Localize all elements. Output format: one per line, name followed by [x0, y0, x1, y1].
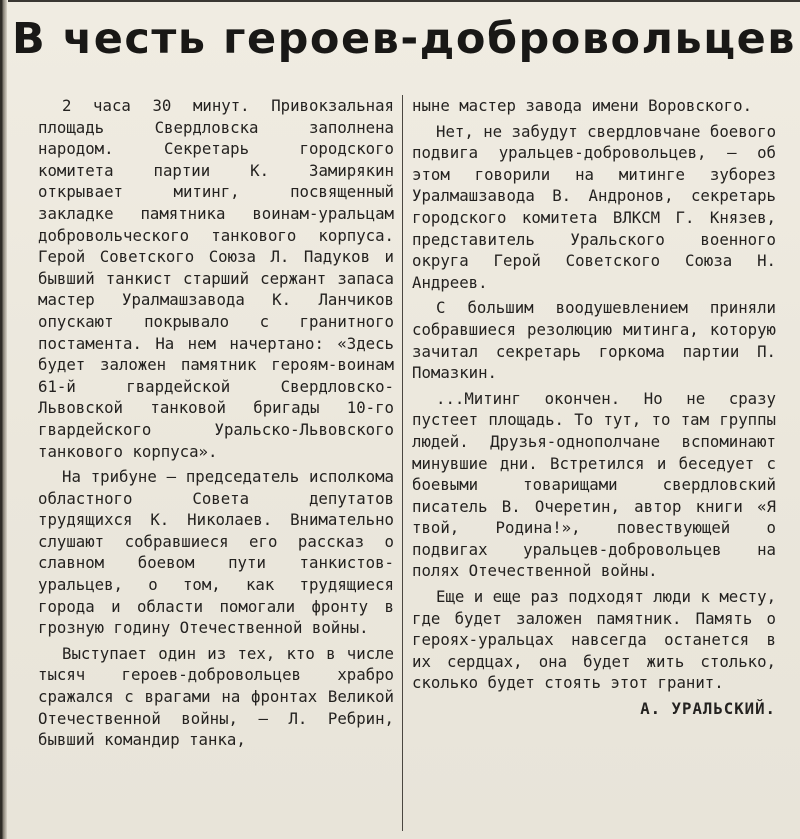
column-divider — [402, 95, 403, 831]
author-signature: А. УРАЛЬСКИЙ. — [640, 699, 776, 719]
right-column — [412, 95, 776, 720]
page-edge-shadow — [0, 0, 7, 839]
paragraph-4: Нет, не забудут свердловчане боевого подвига уральцев-добровольцев, — об этом говорили на митинге зуборез Уралмашзавода В. Андронов, секретарь городского комитета ВЛКСМ Г. Князев, представитель Уральского военного округа Герой Советского Союза Н. Андреев. — [412, 121, 777, 292]
paragraph-5: С большим воодушевлением приняли собравшиеся резолюцию митинга, которую зачитал секретарь горкома партии П. Помазкин. — [412, 298, 776, 383]
top-rule — [8, 0, 800, 2]
left-column — [38, 95, 394, 755]
paragraph-3-continuation: ныне мастер завода имени Воровского. — [412, 96, 753, 115]
paragraph-1: 2 часа 30 минут. Привокзальная площадь Свердловска заполнена народом. Секретарь городского комитета партии К. Замирякин открывает митинг, посвященный закладке памятника воинам-уральцам добровольческого танкового корпуса. Герой Советского Союза Л. Падуков и бывший танкист старший сержант запаса мастер Уралмашзавода К. Ланчиков опускают покрывало с гранитного постамента. На нем начертано: «Здесь будет заложен памятник героям-воинам 61-й гвардейской Свердловско-Львовской танковой бригады 10-го гвардейского Уральско-Львовского танкового корпуса». — [38, 96, 394, 461]
paragraph-3: Выступает один из тех, кто в числе тысяч героев-добровольцев храбро сражался с врагами на фронтах Великой Отечественной войны, — Л. Ребрин, бывший командир танка, — [38, 643, 394, 750]
article-headline: В честь героев-добровольцев — [12, 14, 796, 64]
paragraph-7: Еще и еще раз подходят люди к месту, где будет заложен памятник. Память о героях-уральцах навсегда останется в их сердцах, она будет жить столько, сколько будет стоять этот гранит. — [412, 587, 777, 693]
paragraph-2: На трибуне — председатель исполкома областного Совета депутатов трудящихся К. Николаев. Внимательно слушают собравшиеся его рассказ о славном боевом пути танкистов-уральцев, о том, как трудящиеся города и области помогали фронту в грозную годину Отечественной войны. — [38, 467, 394, 638]
paragraph-6: ...Митинг окончен. Но не сразу пустеет площадь. То тут, то там группы людей. Друзья-однополчане вспоминают минувшие дни. Встретился и беседует с боевыми товарищами свердловский писатель В. Очеретин, автор книги «Я твой, Родина!», повествующей о подвигах уральцев-добровольцев на полях Отечественной войны. — [412, 388, 776, 581]
